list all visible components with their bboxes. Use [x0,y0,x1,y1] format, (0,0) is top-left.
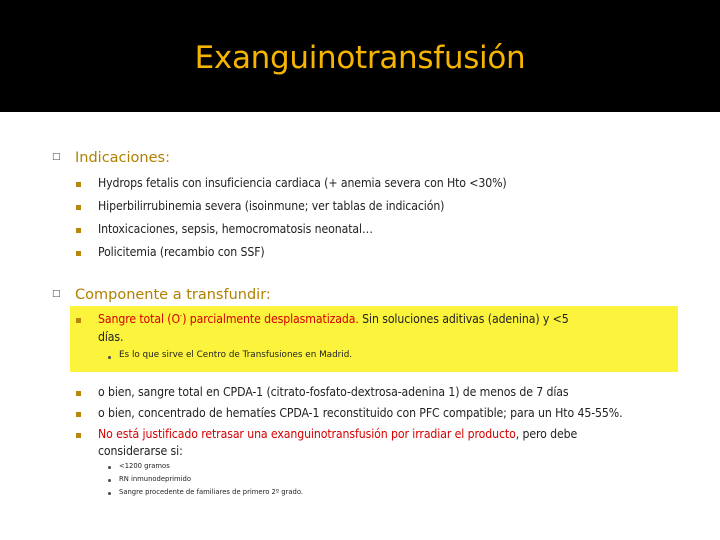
sub-item: <1200 gramos [119,462,170,470]
section-bullet-icon: □ [52,152,61,162]
slide-title: Exanguinotransfusión [194,40,526,76]
sub-item: RN inmunodeprimido [119,475,192,483]
dot-bullet-icon [108,356,111,359]
item-text: , pero debe [515,427,578,441]
list-item: Hydrops fetalis con insuficiencia cardiaca (+ anemia severa con Hto <30%) [98,176,507,190]
dot-bullet-icon [108,479,111,482]
dot-bullet-icon [108,466,111,469]
square-bullet-icon [76,205,81,210]
list-item: o bien, concentrado de hematíes CPDA-1 reconstituido con PFC compatible; para un Hto 45-55%. [98,406,623,420]
list-item-sangre-total [98,312,569,326]
square-bullet-icon [76,228,81,233]
emphasis-text: No está justificado retrasar una exanguinotransfusión por irradiar el producto [98,427,516,441]
square-bullet-icon [76,412,81,417]
list-item-continuation: días. [98,330,124,344]
dot-bullet-icon [108,492,111,495]
item-text: Sin soluciones aditivas (adenina) y <5 [358,312,569,327]
emphasis-text: ) parcialmente desplasmatizada. [182,312,359,327]
list-item: o bien, sangre total en CPDA-1 (citrato-fosfato-dextrosa-adenina 1) de menos de 7 días [98,385,569,399]
list-item-irradiar [98,427,577,441]
list-item: Hiperbilirrubinemia severa (isoinmune; ver tablas de indicación) [98,199,445,213]
sub-item: Sangre procedente de familiares de primero 2º grado. [119,488,304,496]
square-bullet-icon [76,391,81,396]
list-item-continuation: considerarse si: [98,444,183,458]
sub-item: Es lo que sirve el Centro de Transfusiones en Madrid. [119,350,353,360]
section-bullet-icon: □ [52,289,61,299]
list-item: Policitemia (recambio con SSF) [98,245,265,259]
square-bullet-icon [76,251,81,256]
emphasis-text: Sangre total (O [98,312,181,327]
list-item: Intoxicaciones, sepsis, hemocromatosis neonatal… [98,222,373,236]
emphasis-superscript: - [180,312,183,320]
square-bullet-icon [76,182,81,187]
section-heading-componente: Componente a transfundir: [75,287,271,303]
section-heading-indicaciones: Indicaciones: [75,150,170,166]
square-bullet-icon [76,318,81,323]
square-bullet-icon [76,433,81,438]
